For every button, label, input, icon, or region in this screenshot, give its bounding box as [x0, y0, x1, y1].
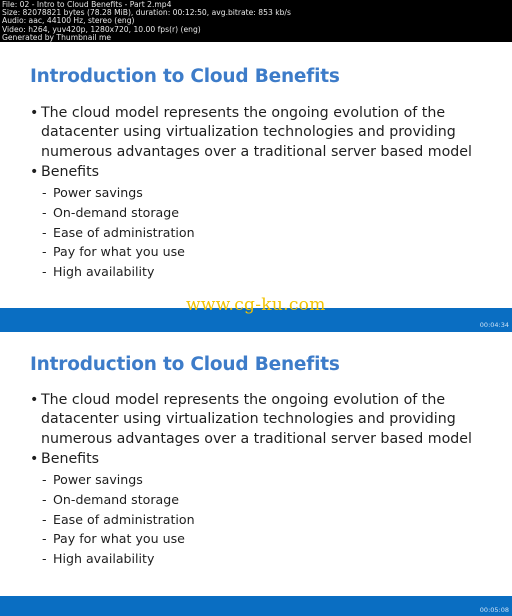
dash-icon: -	[42, 531, 47, 546]
list-item-label: Ease of administration	[53, 225, 195, 240]
bullet-icon: •	[30, 164, 39, 180]
frame-timestamp: 00:04:34	[479, 321, 509, 329]
slide-footer-bar	[0, 596, 512, 616]
frame-timestamp: 00:05:08	[479, 606, 509, 614]
bullet-cloud-model	[30, 391, 500, 449]
video-frame-2	[0, 332, 512, 616]
slide-title: Introduction to Cloud Benefits	[30, 66, 340, 87]
list-item-label: Power savings	[53, 185, 143, 200]
list-item	[42, 531, 185, 546]
size-info-line: Size: 82078821 bytes (78.28 MiB), duration: 00:12:50, avg.bitrate: 853 kb/s	[2, 8, 291, 18]
dash-icon: -	[42, 512, 47, 527]
dash-icon: -	[42, 205, 47, 220]
bullet-line: The cloud model represents the ongoing evolution of the	[41, 392, 446, 408]
list-item-label: Pay for what you use	[53, 531, 185, 546]
bullet-icon: •	[30, 105, 39, 121]
bullet-icon: •	[30, 451, 39, 467]
bullet-line: The cloud model represents the ongoing evolution of the	[41, 105, 446, 121]
bullet-line: datacenter using virtualization technologies and providing	[41, 124, 456, 141]
bullet-line: numerous advantages over a traditional server based model	[41, 430, 472, 447]
list-item	[42, 225, 195, 240]
list-item-label: Power savings	[53, 472, 143, 487]
bullet-line: numerous advantages over a traditional server based model	[41, 143, 472, 160]
bullet-icon: •	[30, 392, 39, 408]
list-item-label: On-demand storage	[53, 205, 179, 220]
list-item-label: On-demand storage	[53, 492, 179, 507]
bullet-benefits	[30, 163, 500, 182]
list-item-label: Pay for what you use	[53, 244, 185, 259]
dash-icon: -	[42, 264, 47, 279]
watermark-text: www.cg-ku.com	[186, 295, 326, 315]
list-item-label: Ease of administration	[53, 512, 195, 527]
bullet-benefits	[30, 450, 500, 469]
list-item-label: High availability	[53, 264, 155, 279]
bullet-line: Benefits	[41, 451, 100, 467]
bullet-line: Benefits	[41, 164, 100, 180]
slide-title: Introduction to Cloud Benefits	[30, 354, 340, 375]
dash-icon: -	[42, 244, 47, 259]
video-info-header	[0, 0, 512, 42]
dash-icon: -	[42, 492, 47, 507]
dash-icon: -	[42, 472, 47, 487]
list-item	[42, 512, 195, 527]
list-item-label: High availability	[53, 551, 155, 566]
video-frame-1	[0, 42, 512, 332]
bullet-line: datacenter using virtualization technologies and providing	[41, 411, 456, 428]
audio-info-line: Audio: aac, 44100 Hz, stereo (eng)	[2, 16, 135, 26]
list-item	[42, 492, 179, 507]
list-item	[42, 244, 185, 259]
list-item	[42, 551, 154, 566]
list-item	[42, 472, 143, 487]
video-info-line: Video: h264, yuv420p, 1280x720, 10.00 fps(r) (eng)	[2, 24, 201, 34]
bullet-cloud-model	[30, 104, 500, 162]
file-info-line: File: 02 - Intro to Cloud Benefits - Part 2.mp4	[2, 0, 172, 9]
generator-info-line: Generated by Thumbnail me	[2, 32, 112, 42]
list-item	[42, 264, 154, 279]
dash-icon: -	[42, 551, 47, 566]
list-item	[42, 185, 143, 200]
list-item	[42, 205, 179, 220]
dash-icon: -	[42, 225, 47, 240]
dash-icon: -	[42, 185, 47, 200]
